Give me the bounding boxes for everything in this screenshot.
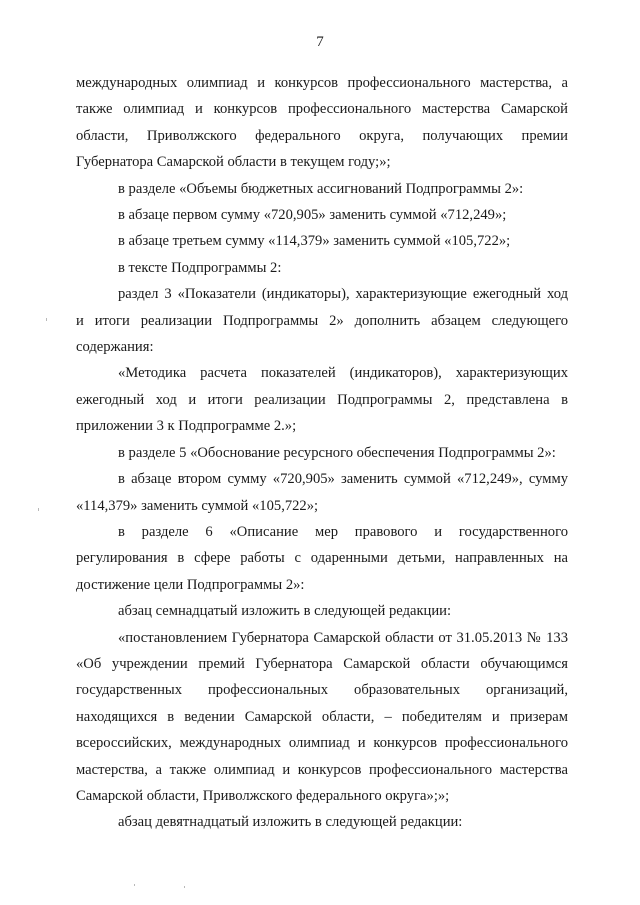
scan-mark (46, 318, 47, 321)
text-line: в разделе «Объемы бюджетных ассигнований Подпрограммы 2»: (118, 180, 524, 197)
text-line: содержания: (76, 339, 154, 356)
text-line: мастерства, а также олимпиад и конкурсов профессионального мастерства (76, 761, 568, 778)
text-line: Самарской области, Приволжского федерального округа»;»; (76, 787, 450, 804)
text-line: в тексте Подпрограммы 2: (118, 259, 282, 276)
paragraph (76, 70, 568, 176)
text-line: ежегодный ход и итоги реализации Подпрограммы 2, представлена в (76, 391, 568, 408)
text-line: раздел 3 «Показатели (индикаторы), характеризующие ежегодный ход (118, 286, 568, 303)
text-line: абзац семнадцатый изложить в следующей редакции: (118, 603, 452, 620)
paragraph (76, 281, 568, 360)
text-line: в разделе 6 «Описание мер правового и государственного (118, 523, 568, 540)
text-line: в абзаце третьем сумму «114,379» заменить суммой «105,722»; (118, 233, 511, 250)
paragraph (76, 466, 568, 519)
text-line: приложении 3 к Подпрограмме 2.»; (76, 418, 297, 435)
text-line: также олимпиад и конкурсов профессионального мастерства Самарской (76, 101, 568, 118)
text-line: «114,379» заменить суммой «105,722»; (76, 497, 319, 514)
text-line: в абзаце втором сумму «720,905» заменить суммой «712,249», сумму (118, 471, 568, 488)
scan-mark (184, 886, 185, 888)
paragraph (76, 176, 568, 202)
paragraph (76, 809, 568, 835)
paragraph (76, 519, 568, 598)
paragraph (76, 360, 568, 439)
text-line: регулирования в сфере работы с одаренными детьми, направленных на (76, 550, 568, 567)
text-line: «постановлением Губернатора Самарской области от 31.05.2013 № 133 (118, 629, 568, 646)
paragraph (76, 202, 568, 228)
scan-mark (38, 508, 39, 511)
page-number: 7 (316, 34, 324, 50)
text-line: Губернатора Самарской области в текущем году;»; (76, 154, 391, 171)
text-line: международных олимпиад и конкурсов профессионального мастерства, а (76, 75, 568, 91)
paragraph (76, 440, 568, 466)
paragraph (76, 228, 568, 254)
text-line: и итоги реализации Подпрограммы 2» дополнить абзацем следующего (76, 312, 568, 329)
document-body (76, 70, 568, 836)
text-line: находящихся в ведении Самарской области, – победителям и призерам (76, 708, 568, 725)
text-line: абзац девятнадцатый изложить в следующей редакции: (118, 814, 463, 831)
text-line: в абзаце первом сумму «720,905» заменить суммой «712,249»; (118, 207, 507, 224)
text-line: области, Приволжского федерального округа, получающих премии (76, 127, 568, 144)
text-line: достижение цели Подпрограммы 2»: (76, 576, 305, 593)
text-line: в разделе 5 «Обоснование ресурсного обеспечения Подпрограммы 2»: (118, 444, 556, 461)
text-line: «Методика расчета показателей (индикаторов), характеризующих (118, 365, 568, 382)
paragraph (76, 255, 568, 281)
paragraph (76, 625, 568, 810)
text-line: «Об учреждении премий Губернатора Самарской области обучающимся (76, 655, 568, 672)
paragraph (76, 598, 568, 624)
text-line: всероссийских, международных олимпиад и конкурсов профессионального (76, 735, 568, 752)
scan-mark (134, 884, 135, 886)
text-line: государственных профессиональных образовательных организаций, (76, 682, 568, 699)
